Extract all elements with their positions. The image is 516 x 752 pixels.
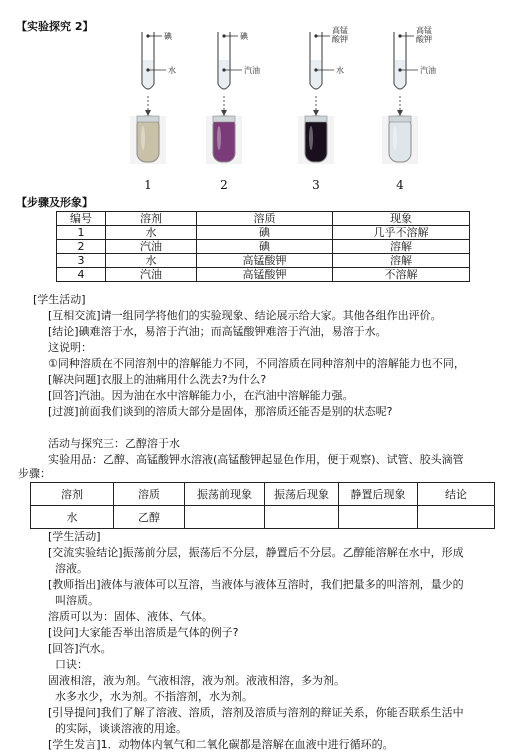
table-cell: 汽油 [106, 240, 197, 254]
tube-photo-rim [305, 116, 327, 122]
pointer-dot [314, 68, 317, 71]
paragraph: [引导提问]我们了解了溶液、溶质，溶剂及溶质与溶剂的辩证关系，你能否联系生活中 [48, 706, 464, 719]
table-cell: 4 [57, 268, 106, 282]
table-header: 结论 [418, 483, 495, 506]
table-cell: 乙醇 [114, 506, 185, 529]
table-cell: 碘 [197, 240, 333, 254]
tube-highlight [141, 126, 145, 150]
arrow-head [221, 110, 227, 116]
liquid-diagram [311, 60, 321, 88]
tube-photo-rim [389, 116, 411, 122]
paragraph: 溶液。 [55, 562, 88, 575]
pointer-dot [146, 68, 149, 71]
table-row [57, 226, 470, 240]
paragraph: [结论]碘难溶于水，易溶于汽油；而高锰酸钾难溶于汽油，易溶于水。 [48, 325, 387, 338]
table-cell: 溶解 [333, 254, 470, 268]
table-cell: 水 [106, 254, 197, 268]
table-cell [265, 506, 339, 529]
liquid-diagram [219, 60, 229, 88]
table-cell: 高锰酸钾 [197, 268, 333, 282]
paragraph: 水多水少，水为剂。不指溶剂，水为剂。 [55, 690, 253, 703]
paragraph: 这说明： [48, 341, 92, 354]
side-label: 汽油 [244, 66, 260, 75]
tube-photo-liquid [305, 116, 327, 162]
tube-photo-liquid [137, 116, 159, 162]
table-header: 振荡后现象 [265, 483, 339, 506]
table-header: 编号 [57, 212, 106, 226]
paragraph: [解决问题]衣服上的油痛用什么洗去?为什么? [48, 373, 267, 386]
tube-photo-rim [137, 116, 159, 122]
top-label: 高锰酸钾 [416, 26, 432, 44]
table-cell: 碘 [197, 226, 333, 240]
paragraph: 的实际，谈谈溶液的用途。 [55, 722, 187, 735]
tube-highlight [309, 126, 313, 150]
liquid-diagram [395, 60, 405, 88]
tube-number: 1 [144, 178, 152, 192]
steps-title: 【步骤及形象】 [16, 196, 93, 209]
table-header: 溶质 [114, 483, 185, 506]
table-cell: 1 [57, 226, 106, 240]
liquid-diagram [143, 60, 153, 88]
paragraph: [互相交流]请一组同学将他们的实验现象、结论展示给大家。其他各组作出评价。 [48, 309, 442, 322]
student-activity-heading: [学生活动] [33, 293, 86, 306]
table-header: 溶质 [197, 212, 333, 226]
arrow-head [313, 110, 319, 116]
table-cell: 不溶解 [333, 268, 470, 282]
table-header: 静置后现象 [339, 483, 418, 506]
paragraph: [回答]汽油。因为油在水中溶解能力小，在汽油中溶解能力强。 [48, 389, 354, 402]
arrow-head [397, 110, 403, 116]
paragraph: [过渡]前面我们谈到的溶质大部分是固体，那溶质还能否是别的状态呢? [48, 405, 393, 418]
tube-photo-rim [213, 116, 235, 122]
activity-title: 活动与探究三：乙醇溶于水 [48, 437, 180, 450]
paragraph: 叫溶质。 [55, 594, 99, 607]
pointer-dot [146, 34, 149, 37]
tube-number: 4 [396, 178, 404, 192]
tube-highlight [393, 126, 397, 150]
materials-line: 实验用品：乙醇、高锰酸钾水溶液(高锰酸钾起显色作用，便于观察)、试管、胶头滴管 [48, 453, 464, 466]
table-row [57, 254, 470, 268]
top-label: 碘 [240, 32, 248, 41]
table-cell [418, 506, 495, 529]
table-cell: 几乎不溶解 [333, 226, 470, 240]
table-header: 溶剂 [31, 483, 114, 506]
paragraph: 口诀： [55, 658, 88, 671]
tube-number: 2 [220, 178, 228, 192]
table-cell: 水 [106, 226, 197, 240]
paragraph: [教师指出]液体与液体可以互溶，当液体与液体互溶时，我们把量多的叫溶剂，量少的 [48, 578, 464, 591]
paragraph: ①同种溶质在不同溶剂中的溶解能力不同，不同溶质在同种溶剂中的溶解能力也不同， [48, 357, 465, 370]
paragraph: [设问]大家能否举出溶质是气体的例子? [48, 626, 239, 639]
paragraph: 溶质可以为：固体、液体、气体。 [48, 610, 213, 623]
paragraph: [回答]汽水。 [48, 642, 112, 655]
pointer-dot [222, 68, 225, 71]
paragraph: [学生发言]1．动物体内氧气和二氧化碳都是溶解在血液中进行循环的。 [48, 738, 394, 751]
table-cell: 3 [57, 254, 106, 268]
paragraph: [交流实验结论]振荡前分层，振荡后不分层，静置后不分层。乙醇能溶解在水中，形成 [48, 546, 464, 559]
arrow-head [145, 110, 151, 116]
pointer-dot [314, 34, 317, 37]
side-label: 水 [336, 66, 344, 75]
pointer-dot [222, 34, 225, 37]
tube-highlight [217, 126, 221, 150]
steps-label: 步骤： [18, 467, 51, 480]
solubility-table [56, 211, 470, 282]
side-label: 汽油 [420, 66, 436, 75]
table-cell [185, 506, 265, 529]
tube-photo-liquid [389, 116, 411, 162]
table-cell: 溶解 [333, 240, 470, 254]
ethanol-table [30, 482, 495, 529]
side-label: 水 [168, 66, 176, 75]
table-cell: 水 [31, 506, 114, 529]
table-row [57, 268, 470, 282]
student-activity-heading: [学生活动] [48, 530, 101, 543]
top-label: 碘 [164, 32, 172, 41]
top-label: 高锰酸钾 [332, 26, 348, 44]
tube-number: 3 [312, 178, 320, 192]
paragraph: 固液相溶，液为剂。气液相溶，液为剂。液液相溶，多为剂。 [48, 674, 345, 687]
pointer-dot [398, 68, 401, 71]
table-cell: 汽油 [106, 268, 197, 282]
table-cell: 2 [57, 240, 106, 254]
table-row [31, 506, 495, 529]
pointer-dot [398, 34, 401, 37]
table-row [57, 240, 470, 254]
table-cell [339, 506, 418, 529]
table-header: 溶剂 [106, 212, 197, 226]
tube-photo-liquid [213, 116, 235, 162]
experiment-figure [120, 26, 450, 196]
experiment-title: 【实验探究 2】 [16, 20, 94, 33]
table-cell: 高锰酸钾 [197, 254, 333, 268]
table-header: 振荡前现象 [185, 483, 265, 506]
table-header: 现象 [333, 212, 470, 226]
